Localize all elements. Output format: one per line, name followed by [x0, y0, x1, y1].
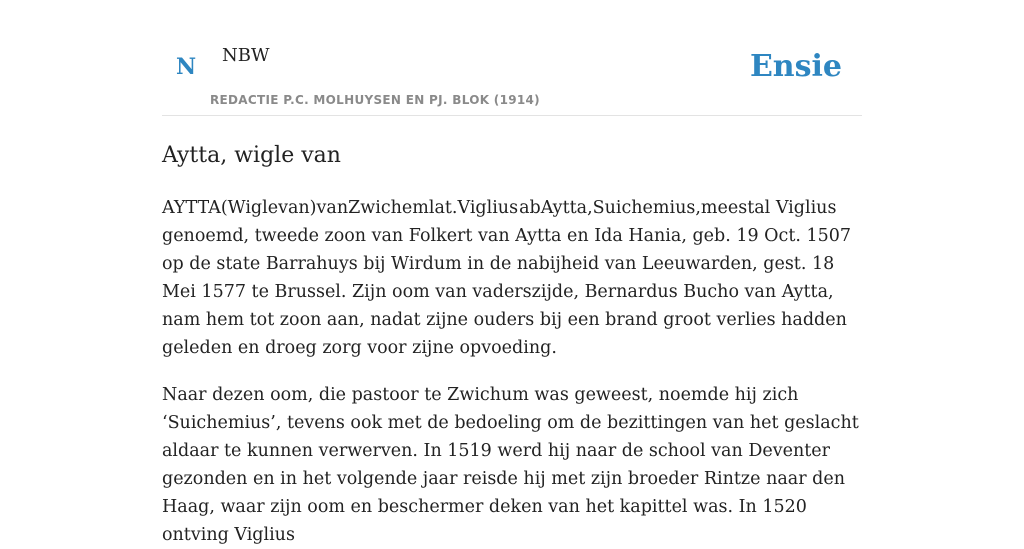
source-name[interactable]: NBW	[222, 45, 270, 66]
brand-logo[interactable]: Ensie	[749, 49, 842, 84]
document-page	[162, 0, 862, 549]
article-title: Aytta, wigle van	[162, 143, 341, 168]
header	[162, 0, 862, 116]
paragraph-text: Viglius genoemd, tweede zoon van Folkert van Aytta en Ida Hania, geb. 19 Oct. 1507 op de state Barrahuys bij Wirdum in de nabijheid van Leeuwarden, gest. 18 Mei 1577 te Brussel. Zijn oom van vaderszijde, Bernardus Bucho van Aytta, nam hem tot zoon aan, nadat zijne ouders bij een brand groot verlies hadden geleden en droeg zorg voor zijne opvoeding.	[162, 198, 852, 358]
source-editors: REDACTIE P.C. MOLHUYSEN EN PJ. BLOK (1914)	[210, 93, 540, 107]
source-logo[interactable]: N	[176, 54, 197, 80]
article-paragraph	[162, 194, 862, 362]
paragraph-lead: AYTTA(Wiglevan)vanZwichemlat.Viglius abAytta,Suichemius,meestal	[162, 198, 771, 218]
article-paragraph: Naar dezen oom, die pastoor te Zwichum was geweest, noemde hij zich ‘Suichemius’, tevens ook met de bedoeling om de bezittingen van het geslacht aldaar te kunnen verwerven. In 1519 werd hij naar de school van Deventer gezonden en in het volgende jaar reisde hij met zijn broeder Rintze naar den Haag, waar zijn oom en beschermer deken van het kapittel was. In 1520 ontving Viglius	[162, 385, 859, 545]
